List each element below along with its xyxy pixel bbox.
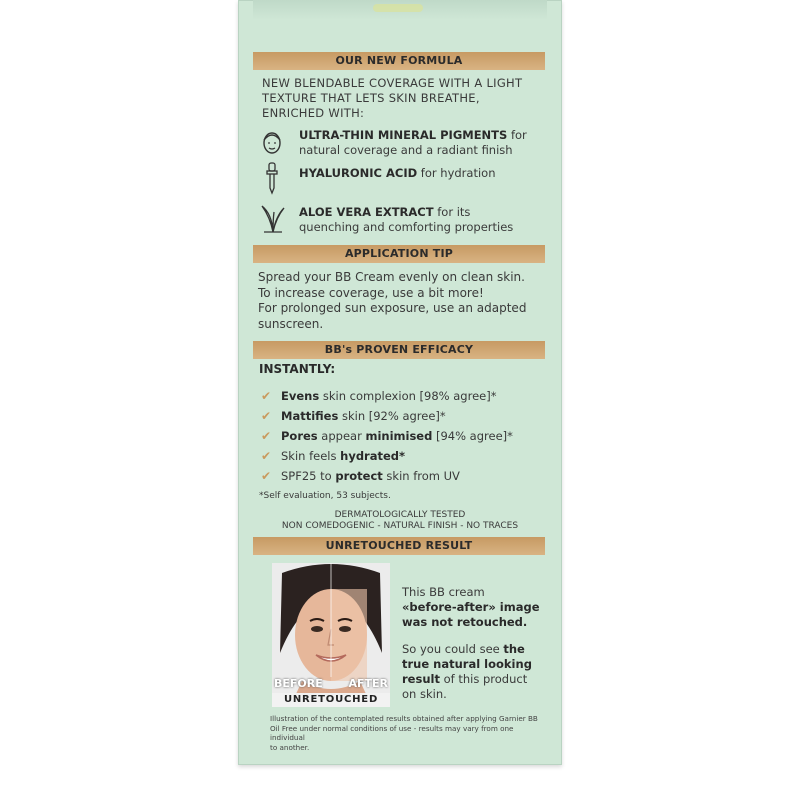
- after-label: AFTER: [348, 677, 388, 690]
- result-text-1: This BB cream «before-after» image was not retouched.: [402, 585, 540, 629]
- before-label: BEFORE: [274, 677, 323, 690]
- formula-heading: OUR NEW FORMULA: [253, 52, 545, 70]
- result-text-2: So you could see the true natural looking result of this product on skin.: [402, 642, 532, 701]
- result-heading: UNRETOUCHED RESULT: [253, 537, 545, 555]
- box-top-flap: [253, 0, 547, 20]
- check-icon: ✔: [261, 409, 272, 423]
- aloe-icon: [258, 202, 288, 234]
- face-icon: [258, 128, 286, 156]
- formula-item-pigments: ULTRA-THIN MINERAL PIGMENTS for natural coverage and a radiant finish: [299, 128, 527, 157]
- efficacy-item-spf: SPF25 to protect skin from UV: [281, 469, 460, 483]
- efficacy-item-hydrated: Skin feels hydrated*: [281, 449, 406, 463]
- efficacy-subheading: INSTANTLY:: [259, 362, 336, 376]
- disclaimer: Illustration of the contemplated results obtained after applying Garnier BB Oil Free under normal conditions of use - results may vary from one individual to another.: [270, 714, 538, 752]
- efficacy-item-mattifies: Mattifies skin [92% agree]*: [281, 409, 446, 423]
- efficacy-heading: BB's PROVEN EFFICACY: [253, 341, 545, 359]
- efficacy-item-evens: Evens skin complexion [98% agree]*: [281, 389, 497, 403]
- check-icon: ✔: [261, 429, 272, 443]
- formula-intro: NEW BLENDABLE COVERAGE WITH A LIGHT TEXTURE THAT LETS SKIN BREATHE, ENRICHED WITH:: [262, 76, 523, 120]
- efficacy-footnote: *Self evaluation, 53 subjects.: [259, 491, 391, 501]
- efficacy-item-pores: Pores appear minimised [94% agree]*: [281, 429, 513, 443]
- flap-mark: [373, 4, 423, 12]
- check-icon: ✔: [261, 389, 272, 403]
- dropper-icon: [262, 162, 282, 196]
- tip-heading: APPLICATION TIP: [253, 245, 545, 263]
- check-icon: ✔: [261, 469, 272, 483]
- efficacy-claims: DERMATOLOGICALLY TESTED NON COMEDOGENIC - NATURAL FINISH - NO TRACES: [281, 510, 519, 531]
- check-icon: ✔: [261, 449, 272, 463]
- tip-text: Spread your BB Cream evenly on clean skin. To increase coverage, use a bit more! For prolonged sun exposure, use an adapted sunscreen.: [258, 270, 527, 331]
- formula-item-aloe: ALOE VERA EXTRACT for its quenching and comforting properties: [299, 205, 514, 234]
- photo-labels: [272, 677, 390, 707]
- formula-item-hyaluronic: HYALURONIC ACID for hydration: [299, 166, 496, 180]
- unretouched-label: UNRETOUCHED: [272, 693, 390, 707]
